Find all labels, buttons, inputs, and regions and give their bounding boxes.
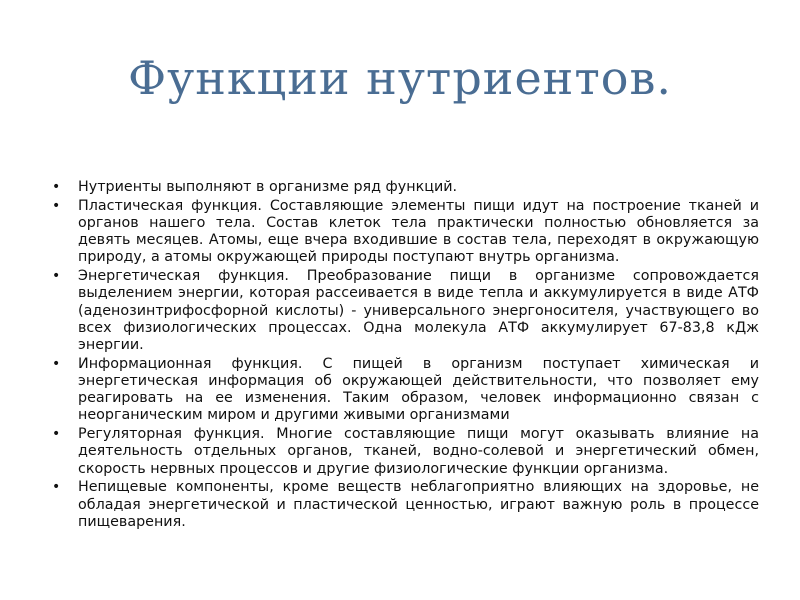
bullet-item-information-function bbox=[52, 356, 759, 425]
bullet-item-intro bbox=[52, 179, 759, 196]
bullet-item-regulatory-function bbox=[52, 426, 759, 478]
bullet-item-nonfood-components bbox=[52, 479, 759, 531]
bullet-text: Энергетическая функция. Преобразование пищи в организме сопровождается выделением энергии, которая рассеивается в виде тепла и аккумулируется в виде АТФ (аденозинтрифосфорной кислоты) - универсального энергоносителя, участвующего во всех физиологических процессах. Одна молекула АТФ аккумулирует 67-83,8 кДж энергии. bbox=[78, 268, 759, 354]
bullet-dot-icon: • bbox=[52, 197, 61, 214]
bullet-item-energy-function bbox=[52, 268, 759, 354]
bullet-dot-icon: • bbox=[52, 355, 61, 372]
bullet-item-plastic-function bbox=[52, 198, 759, 267]
bullet-list bbox=[52, 179, 759, 533]
bullet-dot-icon: • bbox=[52, 479, 61, 496]
bullet-dot-icon: • bbox=[52, 268, 61, 285]
bullet-text: Пластическая функция. Составляющие элементы пищи идут на построение тканей и органов нашего тела. Состав клеток тела практически полностью обновляется за девять месяцев. Атомы, еще вчера входившие в состав тела, переходят в окружающую природу, а атомы окружающей природы поступают внутрь организма. bbox=[78, 197, 759, 266]
bullet-text: Информационная функция. С пищей в организм поступает химическая и энергетическая информация об окружающей действительности, что позволяет ему реагировать на ее изменения. Таким образом, человек информационно связан с неорганическим миром и другими живыми организмами bbox=[78, 355, 759, 424]
bullet-text: Нутриенты выполняют в организме ряд функций. bbox=[78, 179, 458, 195]
bullet-text: Непищевые компоненты, кроме веществ неблагоприятно влияющих на здоровье, не обладая энергетической и пластической ценностью, играют важную роль в процессе пищеварения. bbox=[78, 479, 759, 530]
bullet-dot-icon: • bbox=[52, 426, 61, 443]
bullet-text: Регуляторная функция. Многие составляющие пищи могут оказывать влияние на деятельность отдельных органов, тканей, водно-солевой и энергетический обмен, скорость нервных процессов и другие физиологические функции организма. bbox=[78, 426, 759, 477]
slide-title: Функции нутриентов. bbox=[127, 51, 672, 105]
bullet-dot-icon: • bbox=[52, 179, 61, 195]
